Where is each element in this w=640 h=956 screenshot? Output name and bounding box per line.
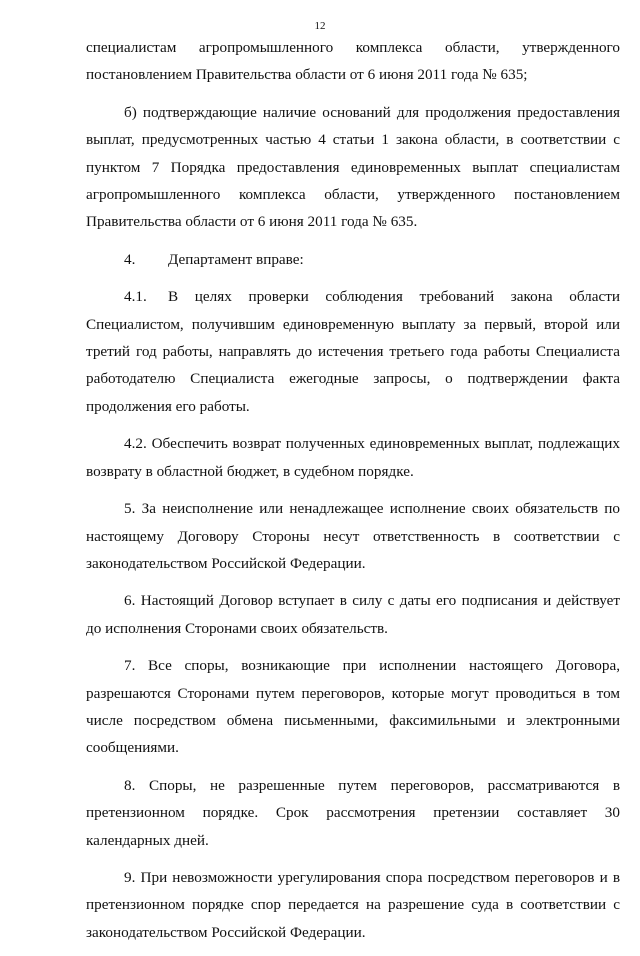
paragraph-item-7: 7. Все споры, возникающие при исполнении настоящего Договора, разрешаются Сторонами путем переговоров, которые могут проводиться в том числе посредством обмена письменными, факсимильными и электронными сообщениями. [86,657,620,757]
paragraph-item-4-1 [86,283,620,420]
item-label-4: 4. [124,250,136,268]
document-body [86,34,620,956]
paragraph-item-b: б) подтверждающие наличие оснований для продолжения предоставления выплат, предусмотренных частью 4 статьи 1 закона области, в соответствии с пунктом 7 Порядка предоставления единовременных выплат специалистам агропромышленного комплекса области, утвержденного постановлением Правительства области от 6 июня 2011 года № 635. [86,103,620,231]
paragraph-item-9: 9. При невозможности урегулирования спора посредством переговоров и в претензионном порядке спор передается на разрешение суда в соответствии с законодательством Российской Федерации. [86,868,620,941]
paragraph-section-4 [86,246,620,273]
paragraph-item-6: 6. Настоящий Договор вступает в силу с даты его подписания и действует до исполнения Сторонами своих обязательств. [86,592,620,637]
item-4-1-text: В целях проверки соблюдения требований закона области Специалистом, получившим единовременную выплату за первый, второй или третий год работы, направлять до истечения третьего года работы Специалиста работодателю Специалиста ежегодные запросы, о подтверждении факта продолжения его работы. [86,288,620,415]
page-number: 12 [314,20,326,32]
paragraph-item-5: 5. За неисполнение или ненадлежащее исполнение своих обязательств по настоящему Договору Стороны несут ответственность в соответствии с законодательством Российской Федерации. [86,500,620,572]
paragraph-item-8: 8. Споры, не разрешенные путем переговоров, рассматриваются в претензионном порядке. Срок рассмотрения претензии составляет 30 календарных дней. [86,776,620,849]
section-4-text: Департамент вправе: [168,250,304,268]
paragraph-continuation: специалистам агропромышленного комплекса области, утвержденного постановлением Правительства области от 6 июня 2011 года № 635; [86,39,620,84]
paragraph-item-4-2: 4.2. Обеспечить возврат полученных единовременных выплат, подлежащих возврату в областной бюджет, в судебном порядке. [86,435,620,480]
item-label-4-1: 4.1. [124,288,147,306]
